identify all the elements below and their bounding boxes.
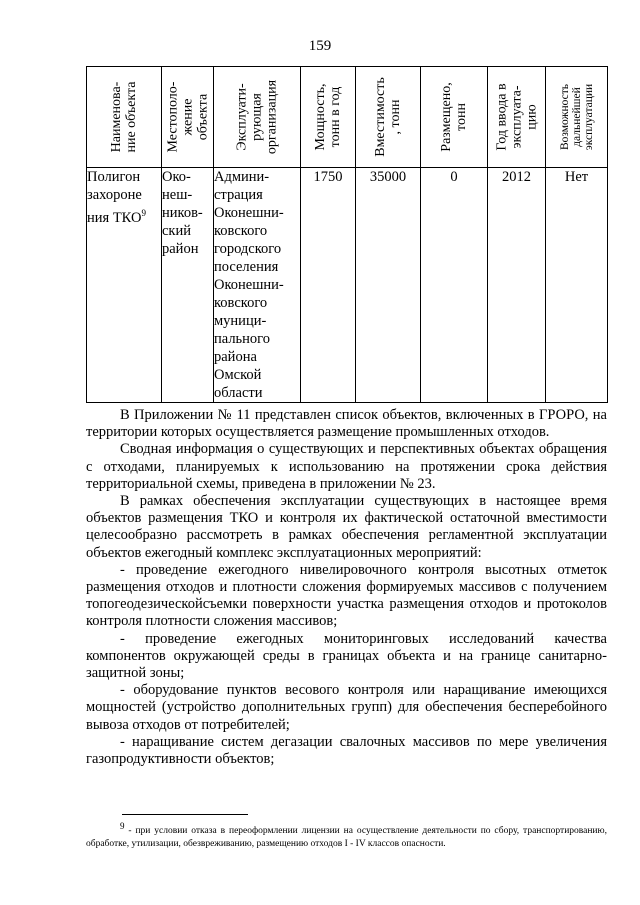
footnote-ref: 9 [141,208,146,218]
cell-operator: Админи- страция Оконешни- ковского городского поселения Оконешни- ковского муници- пального района Омской области [214,168,301,403]
header-capacity: Мощность, тонн в год [301,67,356,168]
header-volume: Вместимость , тонн [356,67,421,168]
header-year: Год ввода в эксплуата- цию [488,67,546,168]
cell-object-name: Полигон захороне ния ТКО$^9$ [87,168,162,403]
list-item: - проведение ежегодных мониторинговых исследований качества компонентов окружающей среды в границах объекта и на границе санитарно-защитной зоны; [86,630,607,682]
body-text [86,407,607,768]
header-placed: Размещено, тонн [421,67,488,168]
page-number: 159 [308,38,332,54]
cell-placed: 0 [421,168,488,403]
list-item: - оборудование пунктов весового контроля или наращивание имеющихся мощностей (устройство дополнительных групп) для обеспечения бесперебойного вывоза отходов от потребителей; [86,682,607,733]
cell-further-use: Нет [546,168,608,403]
cell-capacity: 1750 [301,168,356,403]
footnote [86,820,607,851]
list-item: - проведение ежегодного нивелировочного контроля высотных отметок размещения отходов и плотности сложения формируемых массивов с получением топогеодезическойсъемки поверхности участка размещения отходов и протоколов контроля плотности сложения массивов; [86,561,607,630]
header-location: Местополо- жение объекта [162,67,214,168]
list-item: - наращивание систем дегазации свалочных массивов по мере увеличения газопродуктивности объектов; [86,733,607,768]
header-object-name: Наименова- ние объекта [87,67,162,168]
table-header-row [87,67,608,168]
cell-volume: 35000 [356,168,421,403]
header-further-use: Возможность дальнейшей эксплуатации [546,67,608,168]
paragraph: Сводная информация о существующих и перспективных объектах обращения с отходами, планируемых к использованию на протяжении срока действия территориальной схемы, приведена в приложении № 23. [86,441,607,492]
footnote-separator [122,814,248,815]
paragraph: В Приложении № 11 представлен список объектов, включенных в ГРОРО, на территории которых осуществляется размещение промышленных отходов. [86,407,607,441]
footnote-text: - при условии отказа в переоформлении лицензии на осуществление деятельности по сбору, транспортированию, обработке, утилизации, обезвреживанию, размещению отходов I - IV классов опасности. [86,826,607,850]
waste-objects-table [86,66,608,403]
cell-location: Око- неш- ников- ский район [162,168,214,403]
table-row [87,168,608,403]
cell-year: 2012 [488,168,546,403]
header-operator: Эксплуати- рующая организация [214,67,301,168]
footnote-number: 9 [120,821,125,831]
paragraph: В рамках обеспечения эксплуатации существующих в настоящее время объектов размещения ТКО и контроля их фактической остаточной вместимости целесообразно рассмотреть в рамках обеспечения регламентной эксплуатации объектов ежегодный комплекс эксплуатационных мероприятий: [86,493,607,561]
